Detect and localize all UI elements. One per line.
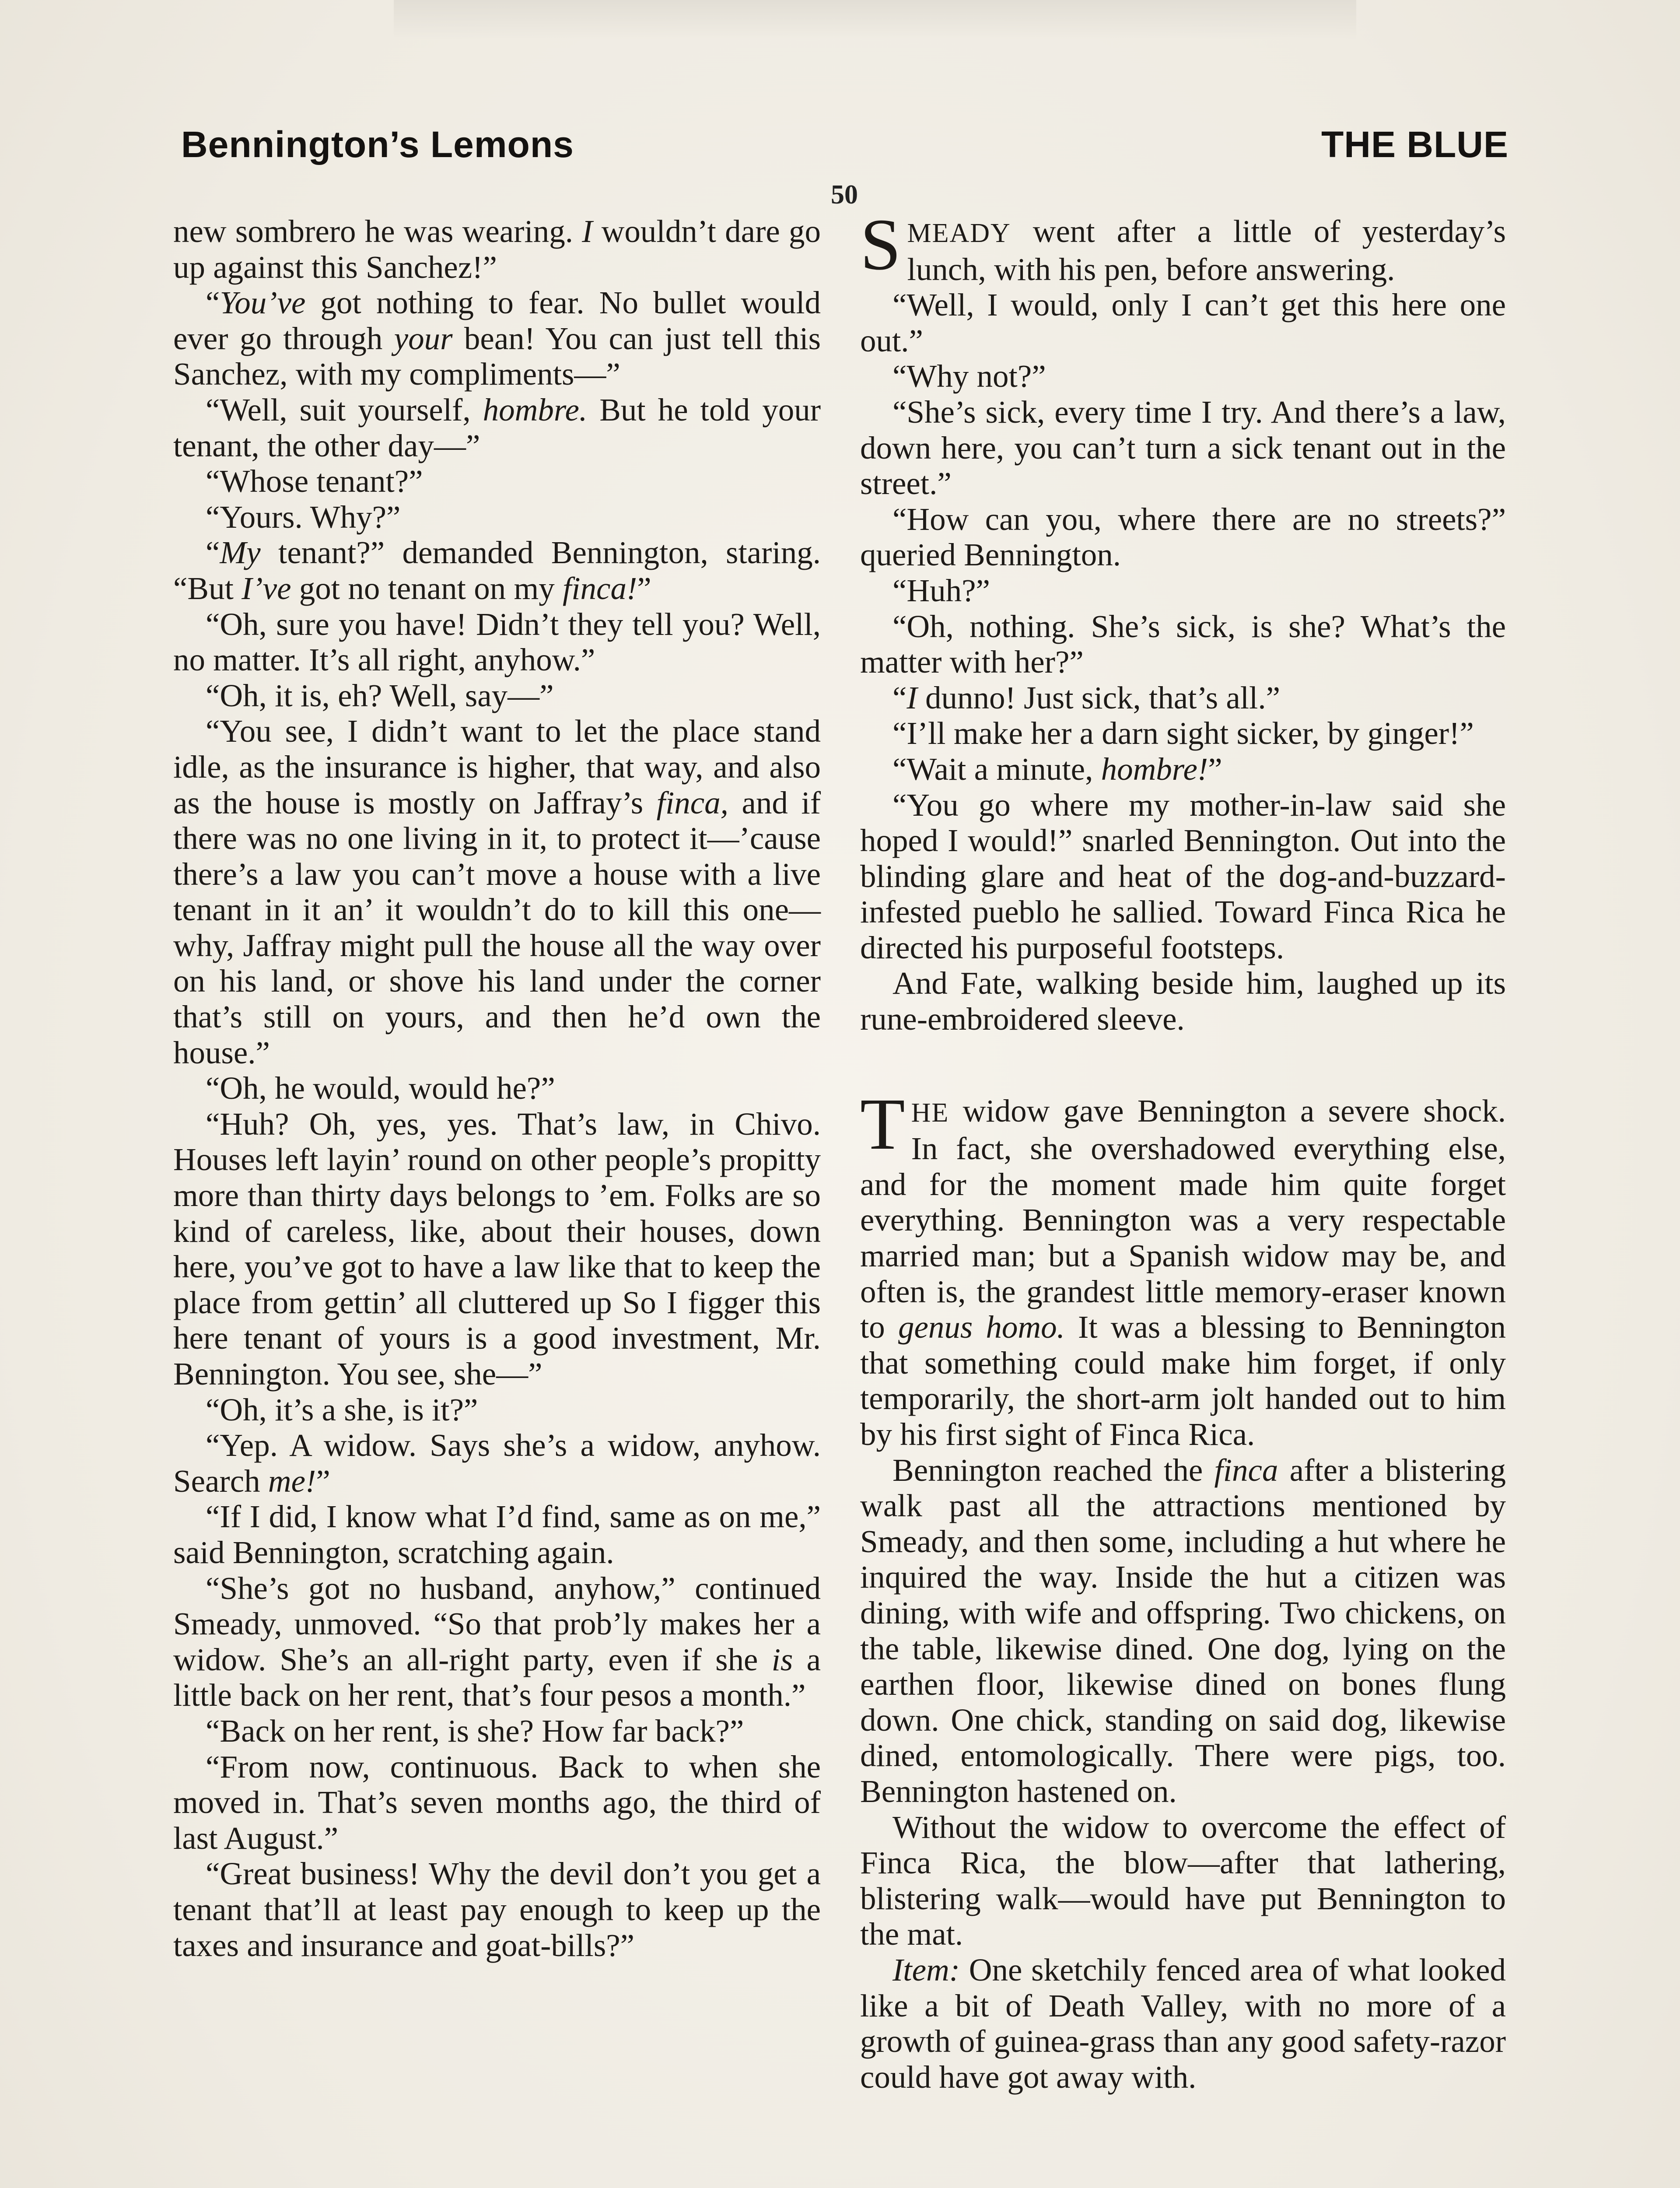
paragraph: “Oh, it’s a she, is it?” xyxy=(206,1392,478,1427)
paragraph: “Well, suit yourself, hombre. But he told your tenant, the other day—” xyxy=(173,392,821,463)
magazine-title: THE BLUE xyxy=(1321,124,1508,165)
paragraph: “Great business! Why the devil don’t you get a tenant that’ll at least pay enough to keep up the taxes and insurance and goat-bills?” xyxy=(173,1856,821,1963)
paragraph: Without the widow to overcome the effect of Finca Rica, the blow—after that lathering, blistering walk—would have put Bennington to the mat. xyxy=(860,1809,1506,1952)
paragraph: “You see, I didn’t want to let the place stand idle, as the insurance is higher, that way, and also as the house is mostly on Jaffray’s finca, and if there was no one living in it, to protect it—’cause there’s a law you can’t move a house with a live tenant in it an’ it wouldn’t do to kill this one—why, Jaffray might pull the house all the way over on his land, or shove his land under the corner that’s still on yours, and then he’d own the house.” xyxy=(173,713,821,1070)
paragraph: “Yep. A widow. Says she’s a widow, anyhow. Search me!” xyxy=(173,1427,821,1499)
paragraph: “Yours. Why?” xyxy=(206,499,401,535)
paragraph: “She’s sick, every time I try. And there’s a law, down here, you can’t turn a sick tenant out in the street.” xyxy=(860,394,1506,501)
paragraph: “Oh, it is, eh? Well, say—” xyxy=(206,677,554,713)
lead-in-small-caps: MEADY xyxy=(907,218,1011,248)
paragraph: “How can you, where there are no streets?” queried Bennington. xyxy=(860,501,1506,573)
section-opening-paragraph xyxy=(860,204,1506,287)
drop-cap: T xyxy=(860,1083,905,1165)
paragraph-text: went after a little of yesterday’s lunch, with his pen, before answering. xyxy=(907,214,1506,287)
paragraph: “If I did, I know what I’d find, same as on me,” said Bennington, scratching again. xyxy=(173,1499,821,1570)
story-title: Bennington’s Lemons xyxy=(181,124,574,165)
paragraph: Item: One sketchily fenced area of what looked like a bit of Death Valley, with no more of a growth of guinea-grass than any good safety-razor could have got away with. xyxy=(860,1952,1506,2095)
paragraph: “I’ll make her a darn sight sicker, by ginger!” xyxy=(892,715,1474,751)
paragraph: “Oh, sure you have! Didn’t they tell you? Well, no matter. It’s all right, anyhow.” xyxy=(173,606,821,678)
paragraph: “Wait a minute, hombre!” xyxy=(892,751,1222,787)
paragraph: “Huh?” xyxy=(892,572,990,608)
paragraph: “You go where my mother-in-law said she hoped I would!” snarled Bennington. Out into the blinding glare and heat of the dog-and-buzzard-infested pueblo he sallied. Toward Finca Rica he directed his purposeful footsteps. xyxy=(860,787,1506,965)
paragraph: And Fate, walking beside him, laughed up its rune-embroidered sleeve. xyxy=(860,965,1506,1037)
paragraph: new sombrero he was wearing. I wouldn’t dare go up against this Sanchez!” xyxy=(173,214,821,285)
page-number: 50 xyxy=(831,180,858,210)
right-column xyxy=(860,204,1506,2095)
paragraph: “You’ve got nothing to fear. No bullet would ever go through your bean! You can just tell this Sanchez, with my compliments—” xyxy=(173,285,821,392)
paragraph: Bennington reached the finca after a blistering walk past all the attractions mentioned by Smeady, and then some, including a hut where he inquired the way. Inside the hut a citizen was dining, with wife and offspring. Two chickens, on the table, likewise dined. One dog, lying on the earthen floor, likewise dined on bones flung down. One chick, standing on said dog, likewise dined, entomologically. There were pigs, too. Bennington hastened on. xyxy=(860,1452,1506,1809)
left-column xyxy=(173,214,821,1963)
paragraph: “Huh? Oh, yes, yes. That’s law, in Chivo. Houses left layin’ round on other people’s propitty more than thirty days belongs to ’em. Folks are so kind of careless, like, about their houses, down here, you’ve got to have a law like that to keep the place from gettin’ all cluttered up So I figger this here tenant of yours is a good investment, Mr. Bennington. You see, she—” xyxy=(173,1106,821,1392)
paragraph: “Oh, he would, would he?” xyxy=(206,1070,555,1106)
paragraph: “Back on her rent, is she? How far back?” xyxy=(206,1713,744,1749)
paragraph: “Why not?” xyxy=(892,358,1046,394)
paragraph: “Whose tenant?” xyxy=(206,463,423,499)
paragraph: “Well, I would, only I can’t get this here one out.” xyxy=(860,287,1506,358)
lead-in-small-caps: HE xyxy=(911,1098,949,1128)
paragraph: “She’s got no husband, anyhow,” continued Smeady, unmoved. “So that prob’ly makes her a widow. She’s an all-right party, even if she is a little back on her rent, that’s four pesos a month.” xyxy=(173,1570,821,1713)
section-opening-paragraph xyxy=(860,1083,1506,1452)
paragraph: “Oh, nothing. She’s sick, is she? What’s the matter with her?” xyxy=(860,608,1506,680)
drop-cap: S xyxy=(860,204,901,285)
paragraph: “My tenant?” demanded Bennington, staring. “But I’ve got no tenant on my finca!” xyxy=(173,535,821,606)
paragraph: “From now, continuous. Back to when she moved in. That’s seven months ago, the third of last August.” xyxy=(173,1749,821,1856)
running-header xyxy=(181,123,1508,172)
paragraph-text: widow gave Bennington a severe shock. In fact, she overshadowed everything else, and for the moment made him quite forget everything. Bennington was a very respectable married man; but a Spanish widow may be, and often is, the grandest little memory-eraser known to genus homo. It was a blessing to Bennington that something could make him forget, if only temporarily, the short-arm jolt handed out to him by his first sight of Finca Rica. xyxy=(860,1093,1506,1452)
show-through-bleed xyxy=(394,0,1356,39)
paragraph: “I dunno! Just sick, that’s all.” xyxy=(892,680,1280,715)
